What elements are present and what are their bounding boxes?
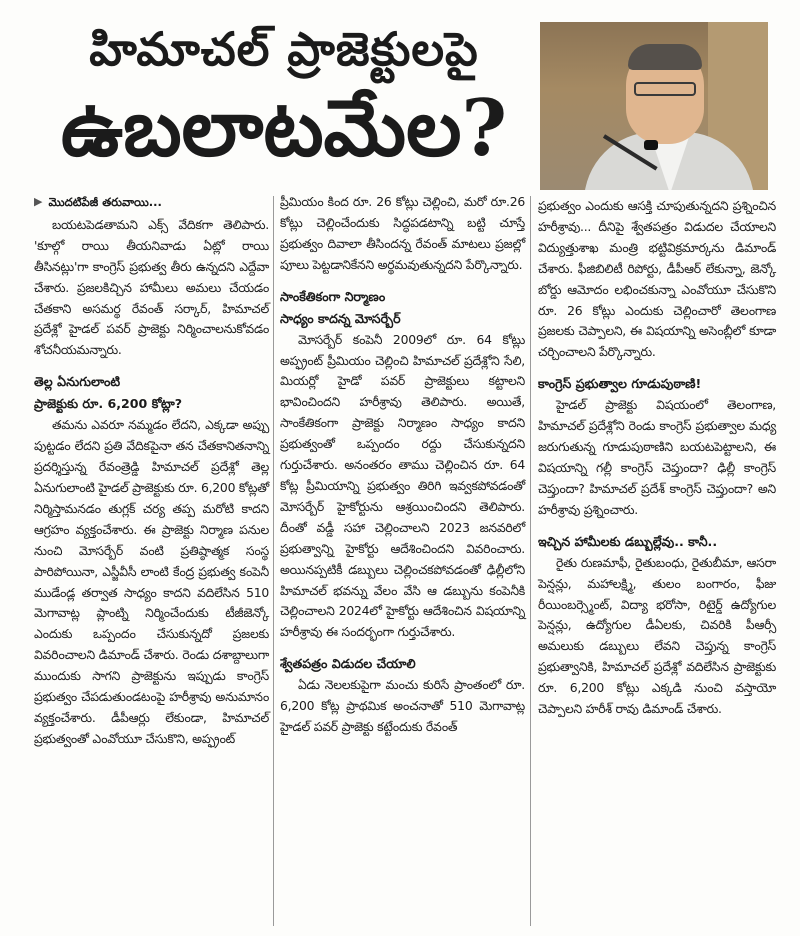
column3-subheading-1 [538,373,776,395]
continuation-kicker [34,192,269,213]
photo-person-at-microphone [540,22,768,190]
photo-hair [628,44,702,70]
column3-subheading-2 [538,531,776,553]
microphone-icon [644,140,658,150]
headline-line-2: ఉబలాటమేల? [60,83,508,174]
column-divider-1 [273,196,274,926]
subheading-line-2: సాధ్యం కాదన్న మోసర్బేర్ [280,310,401,326]
column3-intro: ప్రభుత్వం ఎందుకు ఆసక్తి చూపుతున్నదని ప్రశ్నించిన హరీశ్రావు... దీనిపై శ్వేతపత్రం విడుదల చేయాలని విద్యుత్తుశాఖ మంత్రి భట్టివిక్రమార్కను డిమాండ్ చేశారు. ఫీజిబిలిటీ రిపోర్టు, డీపీఆర్ లేకున్నా, జెన్కో బోర్డు ఆమోదం లభించకున్నా ఎంవోయూ చేసుకొని రూ. 26 కోట్లు ఎందుకు చెల్లించారో తెలంగాణ ప్రజలకు చెప్పాలని, ఈ విషయాన్ని అసెంబ్లీలో కూడా చర్చించాలని పేర్కొన్నారు. [538,198,776,360]
column1-body: తమను ఎవరూ నమ్మడం లేదని, ఎక్కడా అప్పు పుట్టడం లేదని ప్రతి వేదికపైనా తన చేతకానితనాన్ని ప్రదర్శిస్తున్న రేవంత్రెడ్డి హిమాచల్ ప్రదేశ్లో తెల్ల ఏనుగులాంటి హైడల్ ప్రాజెక్టుకు రూ. 6,200 కోట్లతో నిర్మిస్తామనడం తుగ్లక్ చర్య తప్ప మరోటి కాదని ఆగ్రహం వ్యక్తంచేశారు. ఈ ప్రాజెక్టు నిర్మాణ పనుల నుంచి మోసర్బేర్ వంటి ప్రతిష్ఠాత్మక సంస్థ పారిపోయినా, ఎస్జీవీసీ లాంటి కేంద్ర ప్రభుత్వ కంపెనీ ముడేండ్ల తర్వాత సాధ్యం కాదని వదిలేసిన 510 మెగావాట్ల ప్లాంట్ని నిర్మించేందుకు టీజీజెన్కో ఎందుకు ఒప్పందం చేసుకున్నదో ప్రజలకు వివరించాలని డిమాండ్ చేశారు. రెండు దశాబ్దాలుగా ముందుకు సాగని ప్రాజెక్టును ఇప్పుడు కాంగ్రెస్ ప్రభుత్వం చేపడుతుండటంపై హరీశ్రావు అనుమానం వ్యక్తంచేశారు. డీపీఆర్లు లేకుండా, హిమాచల్ ప్రభుత్వంతో ఎంవోయూ చేసుకొని, అప్ఫ్రంట్ [34,417,269,746]
column1-subheading [34,371,269,415]
photo-glasses [634,82,696,96]
subheading-text: శ్వేతపత్రం విడుదల చేయాలి [280,656,416,672]
kicker-text: మొదటిపేజీ తరువాయి... [48,195,162,209]
column2-body-1: మోసర్బేర్ కంపెనీ 2009లో రూ. 64 కోట్లు అప్ఫ్రంట్ ప్రీమియం చెల్లించి హిమాచల్ ప్రదేశ్లోని సేలి, మియర్లో హైడో పవర్ ప్రాజెక్టులు కట్టాలని భావించిందని హరీశ్రావు తెలిపారు. అయితే, సాంకేతికంగా ప్రాజెక్టు నిర్మాణం సాధ్యం కాదని ప్రభుత్వంతో ఒప్పందం రద్దు చేసుకున్నదని గుర్తుచేశారు. అనంతరం తాము చెల్లించిన రూ. 64 కోట్ల ప్రీమియాన్ని ప్రభుత్వం తిరిగి ఇవ్వకపోవడంతో మోసర్బేర్ హైకోర్టును ఆశ్రయించిందని తెలిపారు. దీంతో వడ్డీ సహా చెల్లించాలని 2023 జనవరిలో ప్రభుత్వాన్ని హైకోర్టు ఆదేశించిందని వివరించారు. అయినప్పటికీ డబ్బులు చెల్లించకపోవడంతో ఢిల్లీలోని హిమాచల్ భవన్ను వేలం వేసి ఆ డబ్బును కంపెనీకి చెల్లించాలని 2024లో హైకోర్టు ఆదేశించిన విషయాన్ని హరీశ్రావు ఈ సందర్భంగా గుర్తుచేశారు. [280,331,525,640]
subheading-line-1: తెల్ల ఏనుగులాంటి [34,374,121,390]
column2-intro: ప్రీమియం కింద రూ. 26 కోట్లు చెల్లించి, మరో రూ.26 కోట్లు చెల్లించేందుకు సిద్ధపడటాన్ని బట్టి చూస్తే ప్రభుత్వం దివాలా తీసిందన్న రేవంత్ మాటలు ప్రజల్లో పూలు పెట్టడానికేనని అర్థమవుతున్నదని పేర్కొన్నారు. [280,194,525,272]
column-2 [280,192,525,738]
column-1 [34,192,269,750]
play-arrow-icon: ▶ [34,195,43,208]
subheading-line-2: ప్రాజెక్టుకు రూ. 6,200 కోట్లా? [34,396,183,412]
column-3 [538,196,776,720]
headline [34,18,534,178]
headline-line-1: హిమాచల్ ప్రాజెక్టులపై [89,22,479,76]
column1-intro: బయటపెడతామని ఎక్స్ వేదికగా తెలిపారు. 'కూల్గో రాయి తీయనివాడు ఏట్లో రాయి తీసినట్లు'గా కాంగ్రెస్ ప్రభుత్వ తీరు ఉన్నదని ఎద్దేవా చేశారు. ప్రజలకిచ్చిన హామీలు అమలు చేయడం చేతకాని అసమర్థ రేవంత్ సర్కార్, హిమాచల్ ప్రదేశ్లో హైడల్ పవర్ ప్రాజెక్టు నిర్మించాలనుకోవడం శోచనీయమన్నారు. [34,216,269,358]
column-divider-2 [530,196,531,926]
subheading-text: కాంగ్రెస్ ప్రభుత్వాల గూడుపుఠాణి! [538,376,702,392]
subheading-text: ఇచ్చిన హామీలకు డబ్బుల్లేవు.. కానీ.. [538,533,718,549]
column3-body-1: హైడల్ ప్రాజెక్టు విషయంలో తెలంగాణ, హిమాచల్ ప్రదేశ్లోని రెండు కాంగ్రెస్ ప్రభుత్వాల మధ్య జరుగుతున్న గూడుపుఠాణిని బయటపెట్టాలని, ఈ విషయాన్ని గల్లీ కాంగ్రెస్ చెప్తుందా? ఢిల్లీ కాంగ్రెస్ చెప్తుందా? హిమాచల్ ప్రదేశ్ కాంగ్రెస్ చెప్తుందా? అని హరీశ్రావు ప్రశ్నించారు. [538,397,776,517]
subheading-line-1: సాంకేతికంగా నిర్మాణం [280,288,386,304]
column2-subheading-2 [280,653,525,675]
column3-body-2: రైతు రుణమాఫీ, రైతుబంధు, రైతుబీమా, ఆసరా పెన్షన్లు, మహాలక్ష్మి, తులం బంగారం, ఫీజు రీయింబర్స్మెంట్, విద్యా భరోసా, రిటైర్డ్ ఉద్యోగుల పెన్షన్లు, ఉద్యోగుల డీఏలకు, చివరికి పీఆర్సీ అమలుకు డబ్బులు లేవని చెప్తున్న కాంగ్రెస్ ప్రభుత్వానికి, హిమాచల్ ప్రదేశ్లో వదిలేసిన ప్రాజెక్టుకు రూ. 6,200 కోట్లు ఎక్కడి నుంచి వస్తాయో చెప్పాలని హరీశ్ రావు డిమాండ్ చేశారు. [538,554,776,717]
column2-body-2: ఏడు నెలలకుపైగా మంచు కురిసే ప్రాంతంలో రూ. 6,200 కోట్ల ప్రాథమిక అంచనాతో 510 మెగావాట్ల హైడల్ పవర్ ప్రాజెక్టు కట్టేందుకు రేవంత్ [280,677,525,735]
column2-subheading-1 [280,286,525,330]
